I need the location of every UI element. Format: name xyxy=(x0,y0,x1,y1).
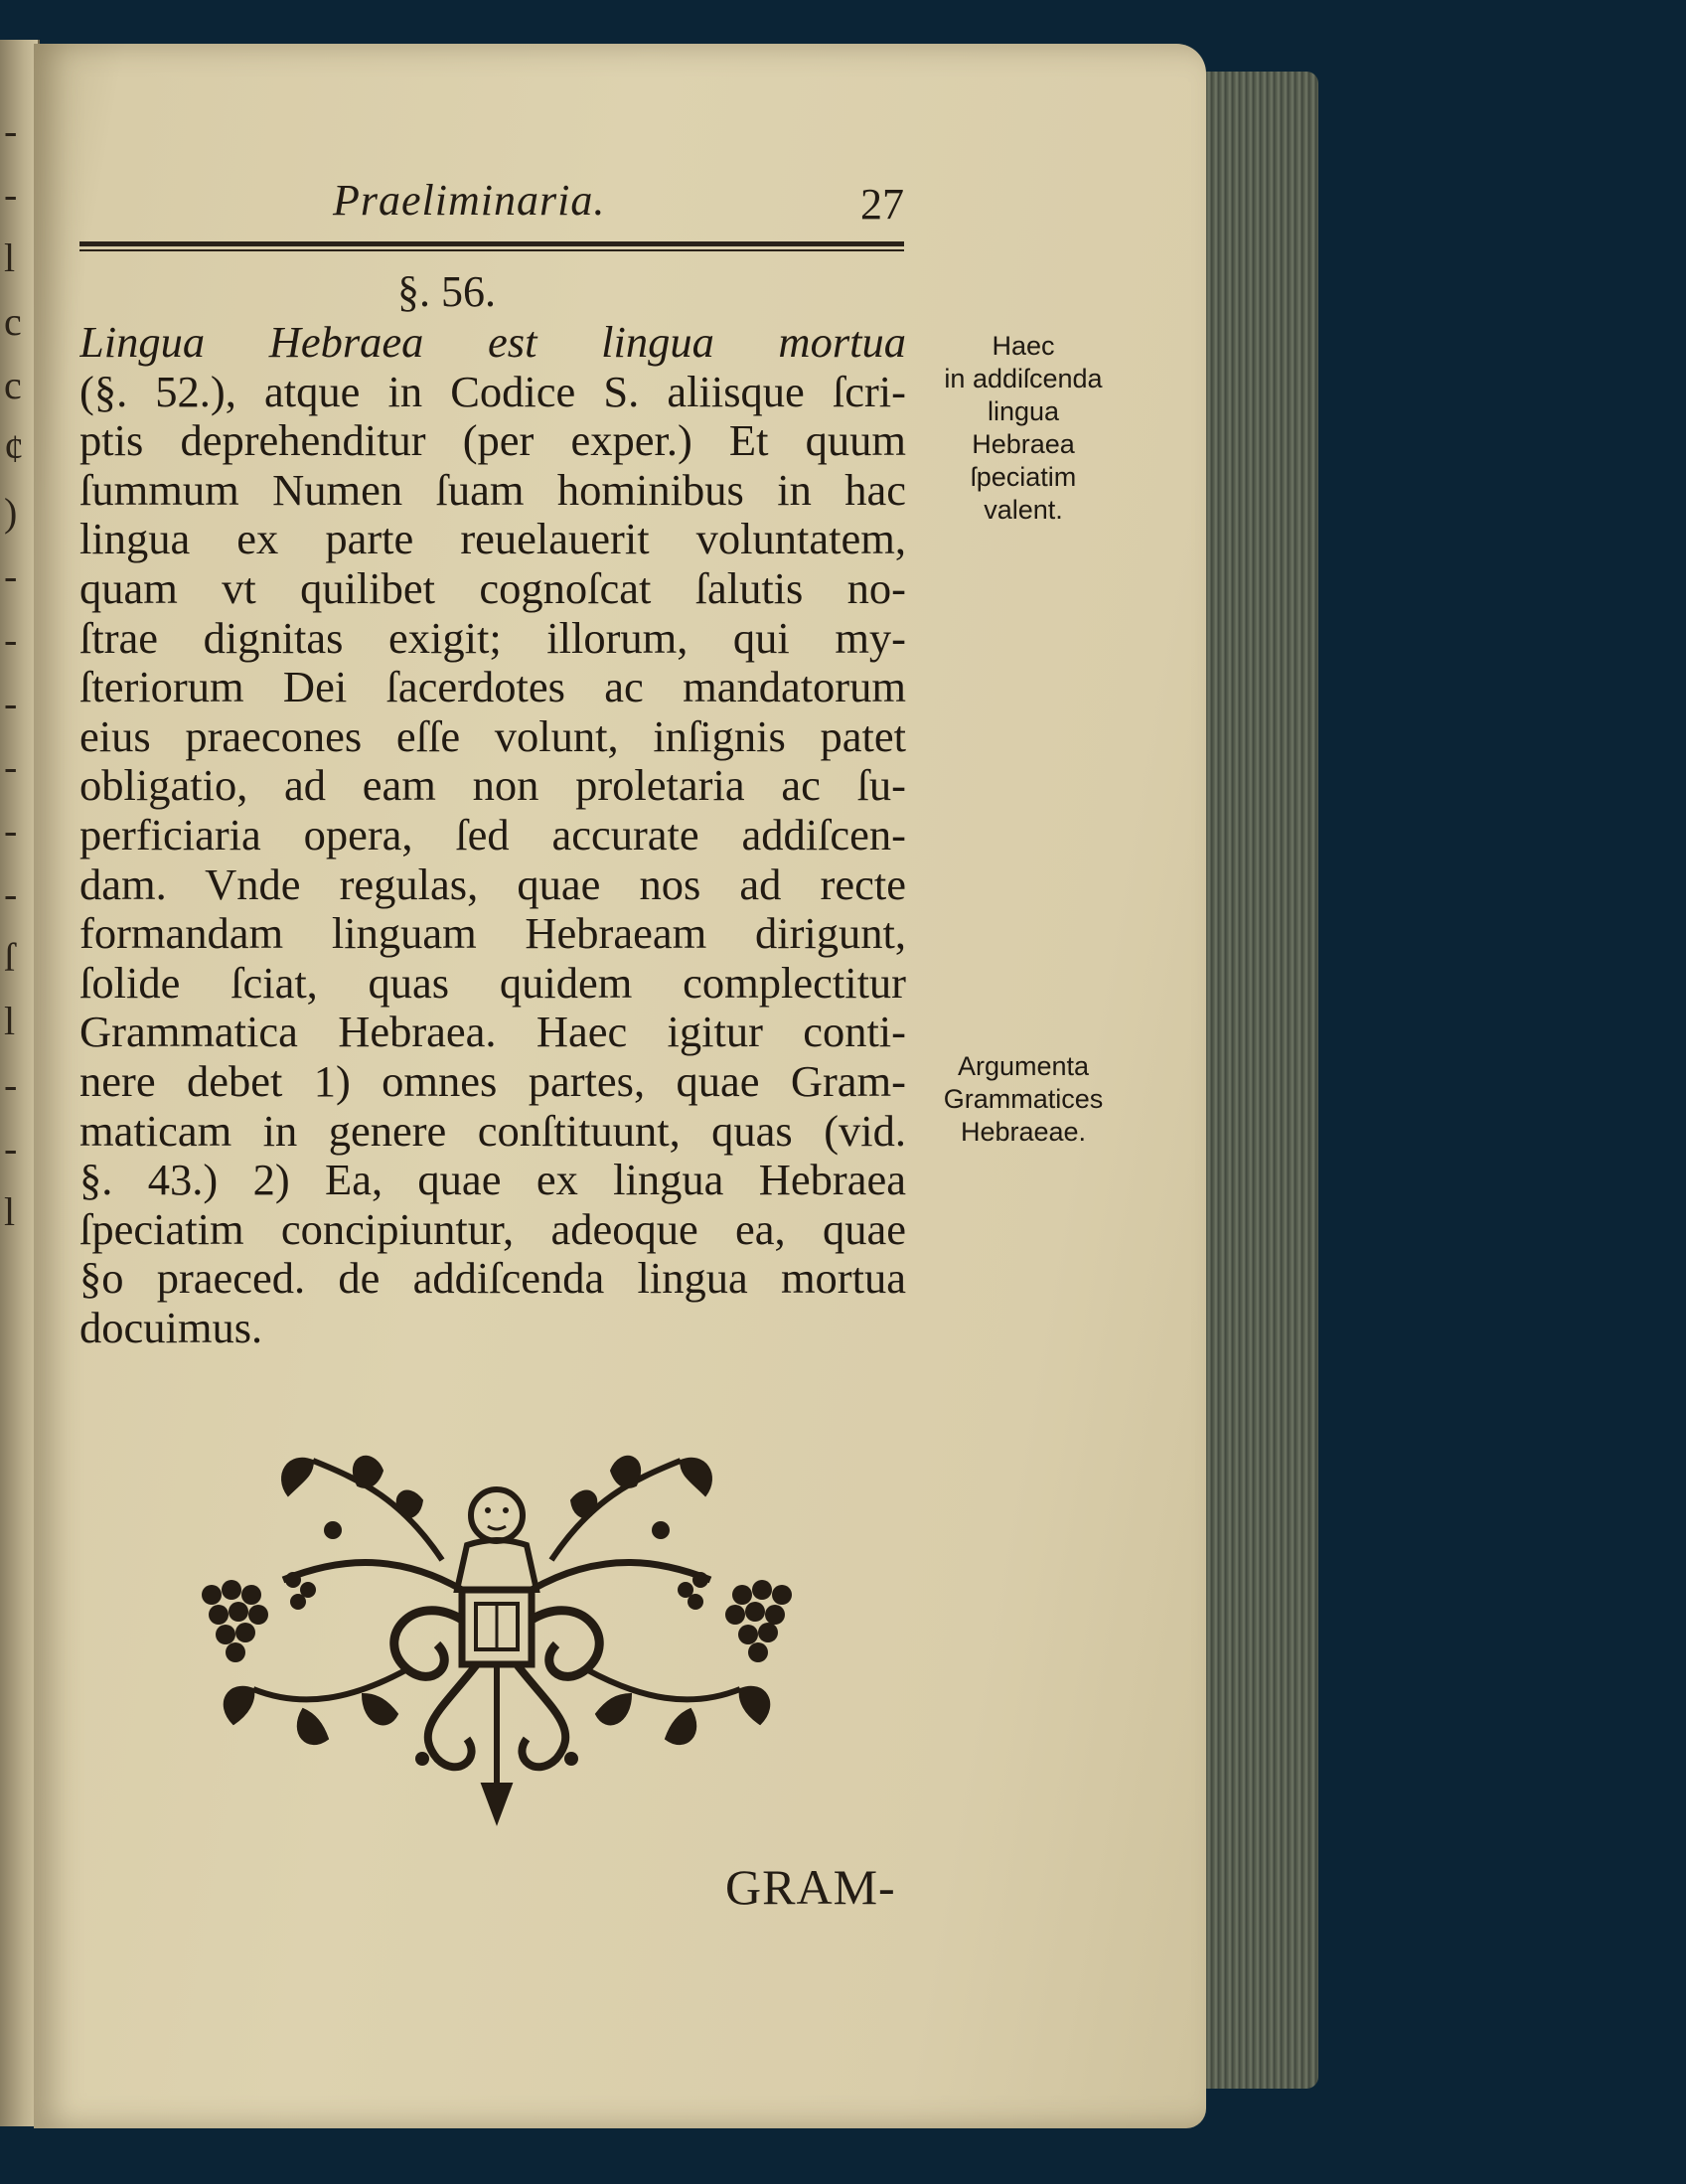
previous-page-text-fragments xyxy=(4,99,32,1244)
text-line: maticam in genere conſtituunt, quas (vid. xyxy=(79,1106,906,1156)
text-line: ſummum Numen ſuam hominibus in hac xyxy=(79,465,906,515)
previous-page-fragment: c xyxy=(4,299,22,344)
margin-note-line: Haec xyxy=(992,331,1055,361)
previous-page-fragment: - xyxy=(4,172,18,217)
previous-page-fragment: l xyxy=(4,1189,16,1234)
margin-note-line: Hebraea xyxy=(972,429,1075,459)
previous-page-fragment: - xyxy=(4,553,18,598)
margin-note-line: Hebraeae. xyxy=(960,1117,1087,1147)
previous-page-fragment: - xyxy=(4,1126,18,1170)
text-line: ſtrae dignitas exigit; illorum, qui my- xyxy=(79,613,906,663)
previous-page-fragment: ¢ xyxy=(4,426,24,471)
running-title: Praeliminaria. xyxy=(333,176,606,225)
previous-page-fragment: - xyxy=(4,744,18,789)
text-line: ſpeciatim concipiuntur, adeoque ea, quae xyxy=(79,1204,906,1254)
text-line: §. 43.) 2) Ea, quae ex lingua Hebraea xyxy=(79,1156,906,1205)
margin-note-line: ſpeciatim xyxy=(970,462,1077,492)
text-line: dam. Vnde regulas, quae nos ad recte xyxy=(79,859,906,909)
page-number: 27 xyxy=(860,180,904,229)
previous-page-fragment: c xyxy=(4,363,22,407)
running-head xyxy=(79,175,904,234)
margin-note-haec xyxy=(924,330,1123,527)
text-line: obligatio, ad eam non proletaria ac ſu- xyxy=(79,761,906,811)
previous-page-fragment: - xyxy=(4,681,18,725)
text-line: ſolide ſciat, quas quidem complectitur xyxy=(79,958,906,1008)
previous-page-fragment: - xyxy=(4,871,18,916)
header-rule xyxy=(79,241,904,251)
text-line: (§. 52.), atque in Codice S. aliisque ſcri- xyxy=(79,367,906,416)
text-line: lingua ex parte reuelauerit voluntatem, xyxy=(79,515,906,564)
previous-page-fragment: - xyxy=(4,617,18,662)
text-line: ſteriorum Dei ſacerdotes ac mandatorum xyxy=(79,663,906,712)
text-line: quam vt quilibet cognoſcat ſalutis no- xyxy=(79,563,906,613)
body-paragraph xyxy=(79,318,906,1352)
margin-note-line: Grammatices xyxy=(943,1084,1104,1114)
previous-page-fragment: - xyxy=(4,1062,18,1107)
previous-page-fragment: - xyxy=(4,808,18,853)
text-line: Grammatica Hebraea. Haec igitur conti- xyxy=(79,1008,906,1057)
previous-page-fragment: ) xyxy=(4,490,18,535)
text-line: §o praeced. de addiſcenda lingua mortua xyxy=(79,1254,906,1304)
text-line: Lingua Hebraea est lingua mortua xyxy=(79,318,906,367)
text-line: ptis deprehenditur (per exper.) Et quum xyxy=(79,416,906,466)
margin-note-line: lingua xyxy=(987,396,1060,426)
previous-page-fragment: - xyxy=(4,108,18,153)
text-line: docuimus. xyxy=(79,1303,263,1352)
previous-page-fragment: ſ xyxy=(4,935,16,980)
text-line: formandam linguam Hebraeam dirigunt, xyxy=(79,909,906,959)
previous-page-fragment: l xyxy=(4,999,16,1043)
margin-note-line: Argumenta xyxy=(957,1051,1090,1081)
text-line: perficiaria opera, ſed accurate addiſcen- xyxy=(79,810,906,859)
page-edges xyxy=(1197,72,1318,2089)
text-line: eius praecones eſſe volunt, inſignis patet xyxy=(79,711,906,761)
text-line: nere debet 1) omnes partes, quae Gram- xyxy=(79,1056,906,1106)
woodcut-ornament xyxy=(194,1441,810,1833)
previous-page-fragment: l xyxy=(4,235,16,280)
margin-note-line: valent. xyxy=(984,495,1063,525)
margin-note-line: in addiſcenda xyxy=(944,364,1103,393)
catchword: GRAM- xyxy=(725,1859,896,1915)
margin-note-argumenta xyxy=(924,1050,1123,1149)
section-heading: §. 56. xyxy=(397,267,496,316)
